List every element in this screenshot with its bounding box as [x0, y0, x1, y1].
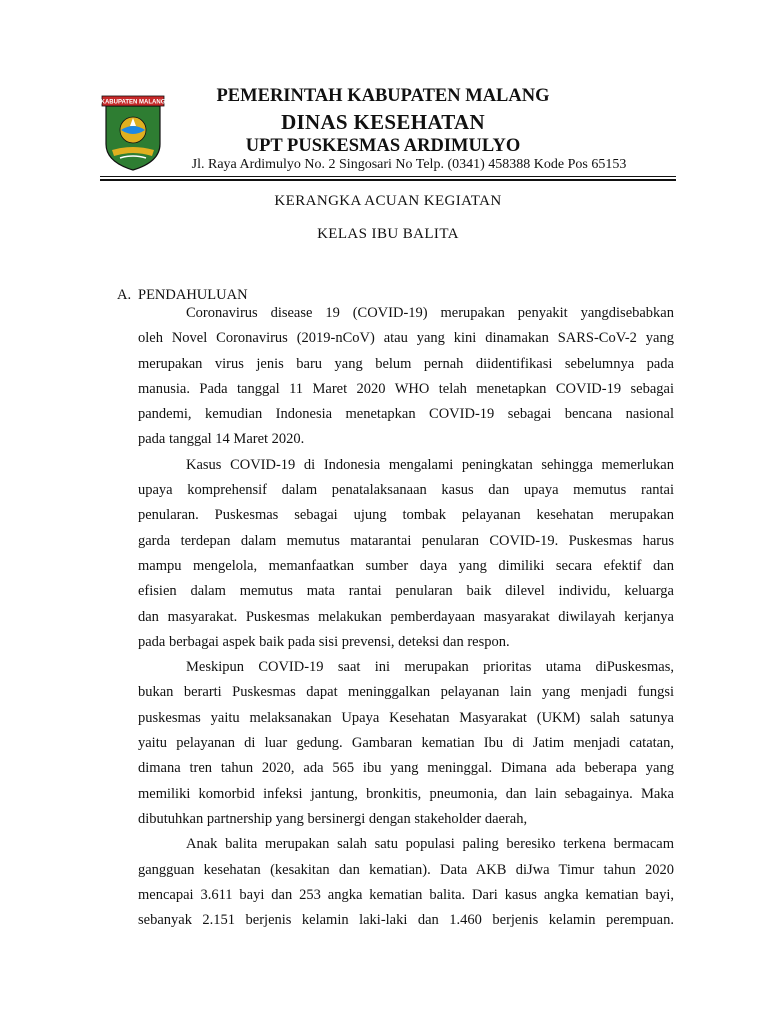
document-subtitle: KELAS IBU BALITA: [317, 226, 459, 242]
body-line: efisien dalam memutus mata rantai penularan baik dilevel individu, keluarga: [138, 583, 674, 600]
section-body: [138, 301, 674, 933]
letterhead-department: DINAS KESEHATAN: [281, 110, 485, 134]
body-line: memiliki komorbid infeksi jantung, bronkitis, pneumonia, dan lain sebagainya. Maka: [138, 785, 674, 802]
body-line: garda terdepan dalam memutus matarantai penularan COVID-19. Puskesmas harus: [138, 532, 674, 549]
body-line: mampu mengelola, memanfaatkan sumber daya yang dimiliki secara efektif dan: [138, 557, 674, 574]
body-line: gangguan kesehatan (kesakitan dan kematian). Data AKB diJwa Timur tahun 2020: [138, 861, 674, 878]
letterhead-unit: UPT PUSKESMAS ARDIMULYO: [245, 136, 521, 156]
body-line: bukan berarti Puskesmas dapat meninggalkan pelayanan lain yang menjadi fungsi: [138, 684, 674, 701]
kabupaten-malang-emblem-icon: [100, 92, 166, 172]
body-line: mencapai 3.611 bayi dan 253 angka kematian balita. Dari kasus angka kematian bayi,: [138, 886, 674, 903]
body-line: upaya komprehensif dalam penatalaksanaan kasus dan upaya memutus rantai: [138, 482, 674, 499]
body-line: yaitu pelayanan di luar gedung. Gambaran kematian Ibu di Jatim menjadi catatan,: [138, 735, 674, 752]
body-line: pandemi, kemudian Indonesia menetapkan COVID-19 sebagai bencana nasional: [138, 406, 674, 423]
body-line: penularan. Puskesmas sebagai ujung tombak pelayanan kesehatan merupakan: [138, 507, 674, 524]
body-line: Meskipun COVID-19 saat ini merupakan prioritas utama diPuskesmas,: [186, 659, 674, 676]
letterhead-address: Jl. Raya Ardimulyo No. 2 Singosari No Telp. (0341) 458388 Kode Pos 65153: [191, 157, 627, 172]
body-line: oleh Novel Coronavirus (2019-nCoV) atau yang kini dinamakan SARS-CoV-2 yang: [138, 330, 674, 347]
document-title: KERANGKA ACUAN KEGIATAN: [274, 193, 502, 209]
letterhead-rule-thick: [100, 179, 676, 181]
body-line: dimana tren tahun 2020, ada 565 ibu yang meninggal. Dimana ada beberapa yang: [138, 760, 674, 777]
emblem-banner-text: KABUPATEN MALANG: [100, 99, 166, 106]
body-line: puskesmas yaitu melaksanakan Upaya Kesehatan Masyarakat (UKM) salah satunya: [138, 709, 674, 726]
section-number: A.: [117, 287, 132, 303]
body-line: dan masyarakat. Puskesmas melakukan pemberdayaan masyarakat diwilayah kerjanya: [138, 608, 674, 625]
letterhead-rule-thin: [100, 176, 676, 177]
body-line: sebanyak 2.151 berjenis kelamin laki-laki dan 1.460 berjenis kelamin perempuan.: [138, 912, 674, 929]
body-line: dibutuhkan partnership yang bersinergi dengan stakeholder daerah,: [138, 810, 528, 827]
body-line: merupakan virus jenis baru yang belum pernah diidentifikasi sebelumnya pada: [138, 355, 674, 372]
section-title: PENDAHULUAN: [138, 287, 248, 303]
body-line: Anak balita merupakan salah satu populasi paling beresiko terkena bermacam: [186, 836, 674, 853]
letterhead-government: PEMERINTAH KABUPATEN MALANG: [216, 86, 550, 106]
body-line: pada tanggal 14 Maret 2020.: [138, 431, 305, 448]
body-line: pada berbagai aspek baik pada sisi prevensi, deteksi dan respon.: [138, 633, 510, 650]
body-line: Kasus COVID-19 di Indonesia mengalami peningkatan sehingga memerlukan: [186, 456, 674, 473]
body-line: manusia. Pada tanggal 11 Maret 2020 WHO telah menetapkan COVID-19 sebagai: [138, 380, 674, 397]
body-line: Coronavirus disease 19 (COVID-19) merupakan penyakit yangdisebabkan: [186, 305, 674, 321]
